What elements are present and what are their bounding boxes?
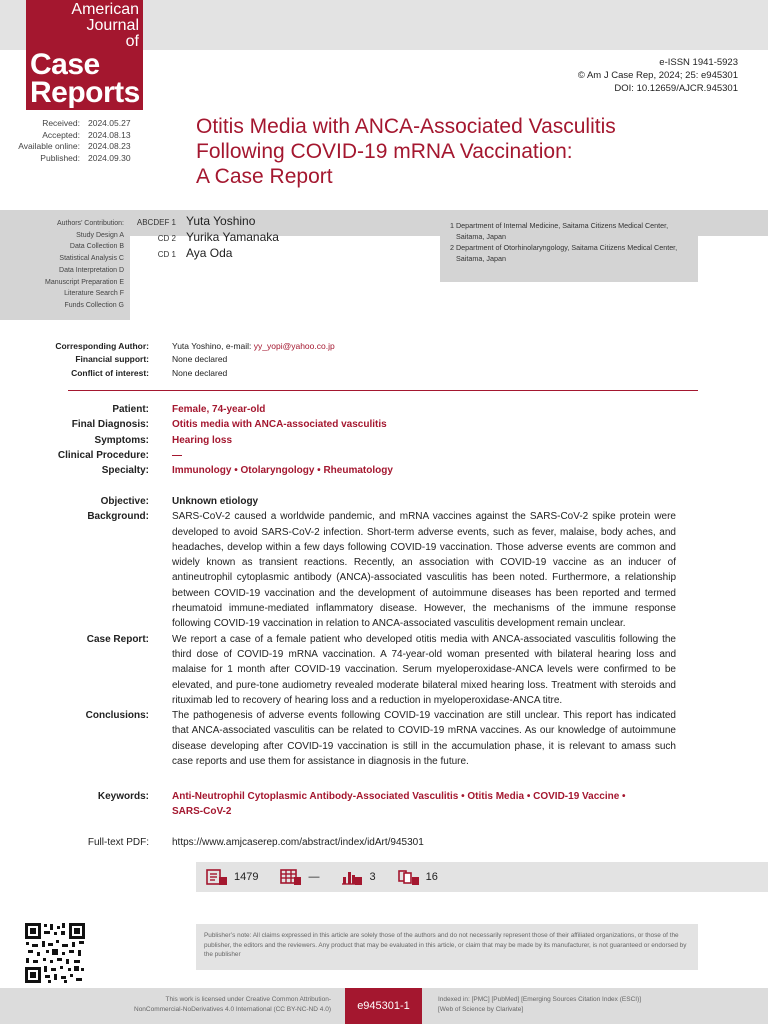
index-line: [Web of Science by Clarivate] (438, 1006, 524, 1013)
figure-count-icon (341, 868, 363, 886)
patient-summary (0, 402, 768, 478)
contribution-item: Study Design A (76, 231, 124, 239)
title-line: Following COVID-19 mRNA Vaccination: (196, 140, 573, 163)
doi[interactable]: DOI: 10.12659/AJCR.945301 (614, 83, 738, 94)
journal-identifiers (578, 56, 738, 95)
contribution-item: Statistical Analysis C (59, 255, 124, 263)
table-count-icon (280, 868, 302, 886)
page-footer (0, 988, 768, 1024)
stat-references (398, 868, 438, 886)
date-value: 2024.08.13 (88, 129, 131, 140)
logo-text-line: Reports (30, 76, 140, 109)
publication-dates (0, 118, 145, 164)
author-name: Aya Oda (186, 246, 233, 260)
background-text: SARS-CoV-2 caused a worldwide pandemic, and mRNA vaccines against the SARS-CoV-2 spike protein were developed to avoid SARS-CoV-2 infection. Short-term adverse events, such as fever, malaise, body aches, and headaches, develop within a few days following COVID-19 vaccination. Those adverse events are common and widely known as transient reactions. Recently, an association with COVID-19 vaccine as an inducer of antineutrophil cytoplasmic antibody (ANCA)-associated vasculitis has been noted. Furthermore, a relationship between COVID-19 vaccination and the development of autoimmune diseases has been reported and termed rheumatoid immune-mediated inflammatory disease. However, the mechanisms of the immune response following COVID-19 vaccination in relation to ANCA-associated vasculitis development remain unclear. (172, 511, 676, 630)
author-contribution-code: ABCDEF 1 (136, 218, 176, 227)
keywords-line: SARS-CoV-2 (172, 806, 232, 818)
index-line: Indexed in: [PMC] [PubMed] [Emerging Sources Citation Index (ESCI)] (438, 996, 642, 1003)
date-label: Published: (40, 152, 80, 163)
background-label: Background: (87, 511, 149, 523)
article-stats (196, 862, 768, 892)
author-list (130, 214, 430, 262)
author-name: Yurika Yamanaka (186, 230, 279, 244)
article-code: e945301-1 (345, 988, 422, 1024)
case-report-label: Case Report: (86, 633, 149, 645)
reference-count-icon (398, 868, 420, 886)
date-value: 2024.08.23 (88, 141, 131, 151)
stat-figures (341, 868, 375, 886)
contribution-legend (0, 218, 124, 312)
article-title (196, 114, 716, 189)
patient-field-label: Final Diagnosis: (71, 419, 149, 431)
objective-text: Unknown etiology (172, 496, 259, 507)
corresponding-author: Yuta Yoshino, e-mail: (172, 341, 254, 351)
abstract (0, 494, 768, 769)
patient-field-value: — (172, 449, 182, 461)
contribution-item: Authors’ Contribution: (56, 220, 124, 227)
indexing-info (438, 995, 738, 1015)
patient-field-value: Immunology • Otolaryngology • Rheumatology (172, 465, 393, 477)
case-report-text: We report a case of a female patient who developed otitis media with ANCA-associated vasculitis following the third dose of COVID-19 mRNA vaccination. A 74-year-old woman presented with bilateral hearing loss and malaise for 1 month after COVID-19 vaccination. Serum myeloperoxidase-ANCA levels were confirmed to be elevated, and pure-tone audiometry revealed moderate bilateral mixed hearing loss. Treatment with steroids and rituximab led to recovery of hearing loss and a reduction in myeloperoxidase-ANCA titre. (172, 633, 676, 706)
fulltext-label: Full-text PDF: (87, 837, 149, 848)
author-contribution-code: CD 2 (157, 234, 176, 243)
journal-logo[interactable] (26, 0, 143, 110)
patient-field-label: Patient: (112, 404, 149, 415)
patient-field-label: Specialty: (101, 465, 149, 477)
keywords-line: Anti-Neutrophil Cytoplasmic Antibody-Associated Vasculitis • Otitis Media • COVID-19 Vaccine • (172, 791, 626, 802)
author-contribution-code: CD 1 (157, 250, 176, 259)
text-count-icon (206, 868, 228, 886)
objective-label: Objective: (100, 496, 149, 507)
fulltext-link[interactable]: https://www.amjcaserep.com/abstract/index/idArt/945301 (172, 837, 424, 848)
issn: e-ISSN 1941-5923 (659, 57, 738, 68)
logo-text-line: Case (30, 48, 100, 81)
conflict-label: Conflict of interest: (71, 367, 149, 378)
contribution-item: Literature Search F (64, 290, 124, 298)
affiliation-line: 1 Department of Internal Medicine, Saitama Citizens Medical Center, (450, 221, 669, 230)
author (130, 230, 430, 246)
logo-text-line: Journal (86, 17, 139, 34)
date-label: Accepted: (42, 129, 80, 140)
stat-value: 16 (425, 871, 438, 883)
conflict-value: None declared (172, 367, 228, 378)
contribution-item: Data Collection B (69, 243, 124, 251)
contribution-item: Data Interpretation D (59, 266, 124, 274)
author-name: Yuta Yoshino (186, 214, 256, 228)
stat-value: — (308, 871, 320, 883)
patient-field-value: Female, 74-year-old (172, 404, 266, 415)
date-label: Received: (42, 118, 80, 128)
citation: © Am J Case Rep, 2024; 25: e945301 (577, 70, 738, 81)
contribution-item: Funds Collection G (64, 301, 124, 309)
affiliation-line: Saitama, Japan (456, 232, 506, 241)
logo-text-line: of (125, 33, 139, 50)
logo-text-line: American (71, 1, 139, 18)
article-meta (0, 340, 768, 380)
date-label: Available online: (18, 141, 80, 151)
patient-field-label: Clinical Procedure: (57, 449, 149, 461)
keywords (0, 789, 768, 820)
license-line: This work is licensed under Creative Common Attribution- (165, 996, 331, 1003)
license-text[interactable] (96, 995, 331, 1015)
date-value: 2024.05.27 (88, 118, 131, 128)
stat-value: 1479 (234, 871, 259, 883)
author-email-link[interactable]: yy_yopi@yahoo.co.jp (253, 341, 335, 351)
stat-value: 3 (369, 871, 376, 883)
financial-support-label: Financial support: (75, 354, 149, 365)
conclusions-text: The pathogenesis of adverse events following COVID-19 vaccination are still unclear. This report has indicated that ANCA-associated vasculitis can be related to COVID-19 mRNA vaccines. As our knowledge of autoimmune disease developing after COVID-19 vaccination is still in the accumulation phase, it is relevant to amass such case reports and use them for assistance in diagnosis in the future. (172, 710, 676, 768)
stat-text (206, 868, 258, 886)
corresponding-author-label: Corresponding Author: (55, 341, 149, 351)
author-section (0, 210, 768, 320)
affiliations (440, 216, 698, 282)
affiliation-line: 2 Department of Otorhinolaryngology, Saitama Citizens Medical Center, (450, 243, 678, 252)
date-value: 2024.09.30 (88, 152, 131, 163)
keywords-label: Keywords: (97, 791, 149, 802)
license-line: NonCommercial-NoDerivatives 4.0 International (CC BY-NC-ND 4.0) (134, 1006, 331, 1013)
affiliation-line: Saitama, Japan (456, 254, 506, 263)
patient-field-value: Hearing loss (172, 434, 233, 446)
fulltext-pdf (0, 835, 768, 850)
author (130, 246, 430, 262)
title-line: Otitis Media with ANCA-Associated Vasculitis (196, 115, 616, 138)
section-divider (68, 390, 698, 391)
qr-code-icon[interactable] (24, 922, 86, 984)
stat-tables (280, 868, 319, 886)
contribution-item: Manuscript Preparation E (45, 278, 124, 286)
patient-field-label: Symptoms: (94, 434, 149, 446)
publisher-note: Publisher’s note: All claims expressed in this article are solely those of the authors and do not necessarily represent those of their affiliated organizations, or those of the publisher, the editors and the reviewers. Any product that may be evaluated in this article, or claim that may be made by its manufacturer, is not guaranteed or endorsed by the publisher (196, 924, 698, 970)
keywords-list (172, 789, 652, 820)
patient-field-value: Otitis media with ANCA-associated vasculitis (172, 419, 387, 431)
title-line: A Case Report (196, 165, 333, 188)
financial-support-value: None declared (172, 354, 228, 365)
conclusions-label: Conclusions: (85, 710, 149, 722)
author (130, 214, 430, 230)
